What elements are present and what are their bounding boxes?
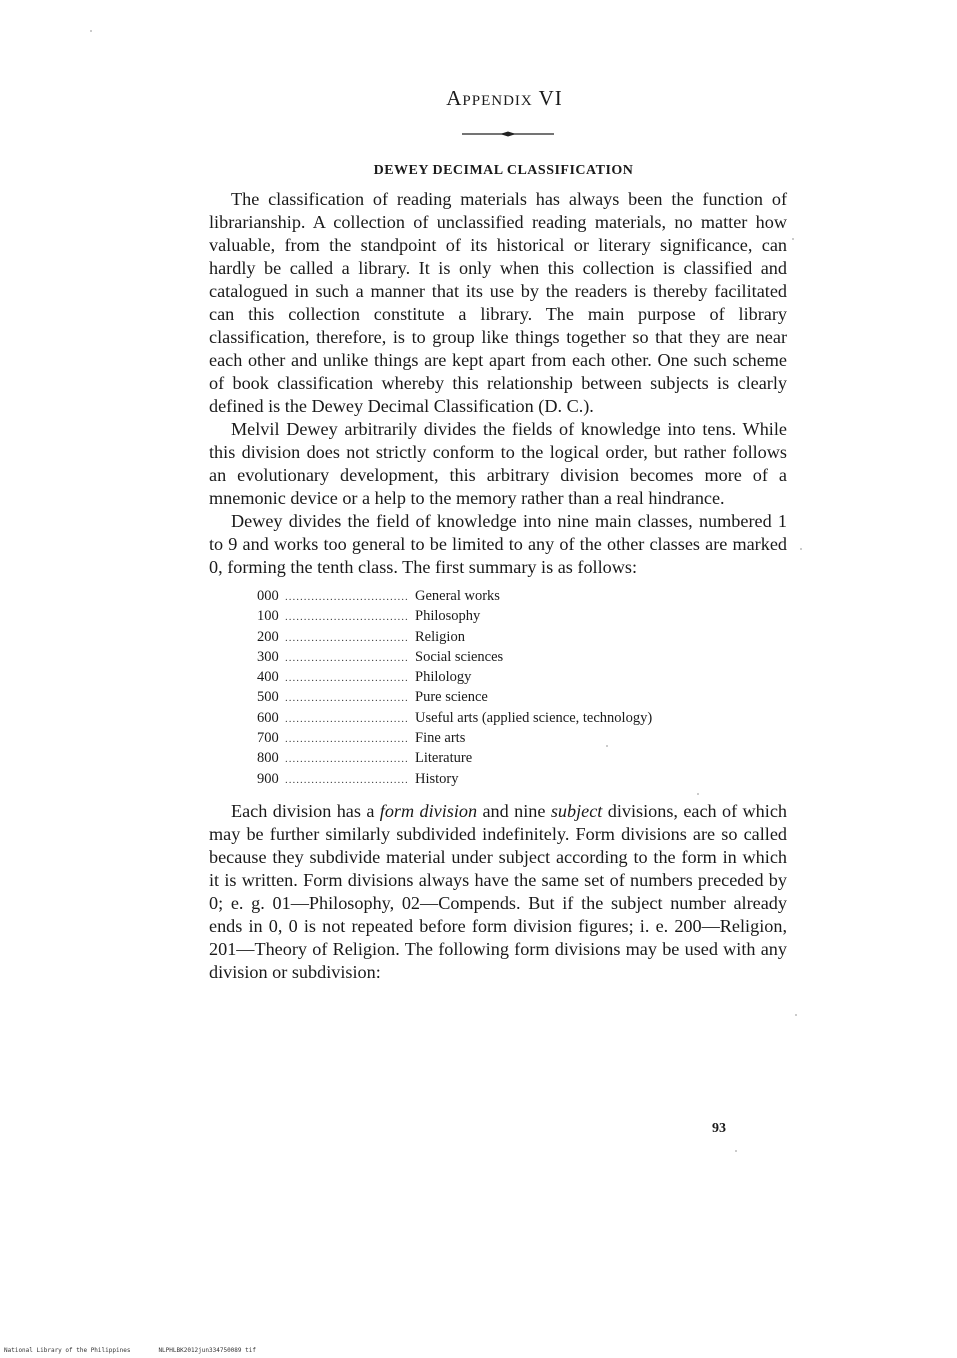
list-item bbox=[257, 688, 787, 708]
classification-summary-list bbox=[257, 587, 787, 790]
dot-leader bbox=[285, 710, 409, 729]
class-subject: Religion bbox=[415, 628, 465, 645]
scan-footer bbox=[4, 1347, 256, 1354]
class-number: 300 bbox=[257, 648, 279, 665]
dot-leader bbox=[285, 649, 409, 668]
page-number: 93 bbox=[712, 1121, 726, 1136]
class-subject: Literature bbox=[415, 750, 473, 767]
class-number: 700 bbox=[257, 730, 279, 747]
dot-leader bbox=[285, 771, 409, 790]
emphasis-term: subject bbox=[550, 800, 603, 821]
text-run: Each division has a bbox=[231, 800, 380, 821]
class-number: 000 bbox=[257, 588, 279, 604]
class-number: 100 bbox=[257, 608, 279, 625]
scan-speck bbox=[792, 238, 794, 240]
class-subject: Social sciences bbox=[415, 648, 504, 665]
scan-speck bbox=[606, 745, 608, 747]
list-item bbox=[257, 628, 787, 648]
dot-leader bbox=[285, 608, 409, 627]
paragraph: Melvil Dewey arbitrarily divides the fields of knowledge into tens. While this division does not strictly conform to the logical order, but rather follows an evolutionary development, this arbitrary division becomes more of a mnemonic device or a help to the memory rather than a real hindrance. bbox=[209, 419, 787, 508]
class-number: 800 bbox=[257, 750, 279, 767]
class-subject: Fine arts bbox=[415, 730, 466, 747]
dot-leader bbox=[285, 629, 409, 648]
footer-source: National Library of the Philippines bbox=[4, 1347, 131, 1354]
paragraph-form-divisions bbox=[209, 800, 787, 984]
paragraph: Dewey divides the field of knowledge into nine main classes, numbered 1 to 9 and works too general to be limited to any of the other classes are marked 0, forming the tenth class. The first summary is as follows: bbox=[209, 511, 787, 577]
page-header bbox=[0, 86, 957, 111]
list-item bbox=[257, 729, 787, 749]
dot-leader bbox=[285, 588, 409, 607]
dot-leader bbox=[285, 750, 409, 769]
list-item bbox=[257, 709, 787, 729]
scan-speck bbox=[697, 793, 699, 795]
class-subject: History bbox=[415, 770, 459, 787]
dot-leader bbox=[285, 689, 409, 708]
dot-leader bbox=[285, 730, 409, 749]
list-item bbox=[257, 770, 787, 790]
class-number: 500 bbox=[257, 689, 279, 706]
scan-speck bbox=[800, 548, 802, 550]
list-item bbox=[257, 587, 787, 607]
class-subject: Philology bbox=[415, 669, 472, 686]
text-run: divisions, each of which may be further similarly subdivided indefinitely. Form divisions are so called because they subdivide material under subject according to the form in which it is written. Form divisions always have the same set of numbers preceded by 0; e. g. 01—Philosophy, 02—Compends. But if the subject number already ends in 0, 0 is not repeated before form division figures; i. e. 200—Religion, 201—Theory of Religion. The following form divisions may be used with any division or subdivision: bbox=[209, 800, 787, 982]
class-subject: General works bbox=[415, 588, 500, 604]
appendix-title: Appendix VI bbox=[446, 86, 563, 110]
footer-scan-id: NLPHLBK2012jun334750089 tif bbox=[158, 1347, 256, 1354]
dot-leader bbox=[285, 669, 409, 688]
class-number: 900 bbox=[257, 770, 279, 787]
section-heading: DEWEY DECIMAL CLASSIFICATION bbox=[373, 163, 634, 178]
class-subject: Philosophy bbox=[415, 608, 481, 625]
scan-speck bbox=[735, 1150, 737, 1152]
list-item bbox=[257, 648, 787, 668]
class-number: 400 bbox=[257, 669, 279, 686]
list-item bbox=[257, 668, 787, 688]
class-number: 200 bbox=[257, 628, 279, 645]
paragraph: The classification of reading materials has always been the function of librarianship. A collection of unclassified reading materials, no matter how valuable, from the standpoint of its historical or literary significance, can hardly be called a library. It is only when this collection is classified and catalogued in such a manner that its use by the readers is thereby facilitated can this collection constitute a library. The main purpose of library classification, therefore, is to group like things together so that they are near each other and unlike things are kept apart from each other. One such scheme of book classification whereby this relationship between subjects is clearly defined is the Dewey Decimal Classification (D. C.). bbox=[209, 189, 787, 416]
emphasis-term: form division bbox=[379, 800, 478, 821]
class-subject: Useful arts (applied science, technology) bbox=[415, 709, 653, 726]
ornament-rule-icon bbox=[462, 131, 554, 137]
class-subject: Pure science bbox=[415, 689, 488, 706]
class-number: 600 bbox=[257, 709, 279, 726]
scan-speck bbox=[90, 30, 92, 32]
scan-speck bbox=[795, 1014, 797, 1016]
body-text bbox=[209, 188, 787, 984]
text-run: and nine bbox=[477, 800, 551, 821]
list-item bbox=[257, 749, 787, 769]
list-item bbox=[257, 607, 787, 627]
